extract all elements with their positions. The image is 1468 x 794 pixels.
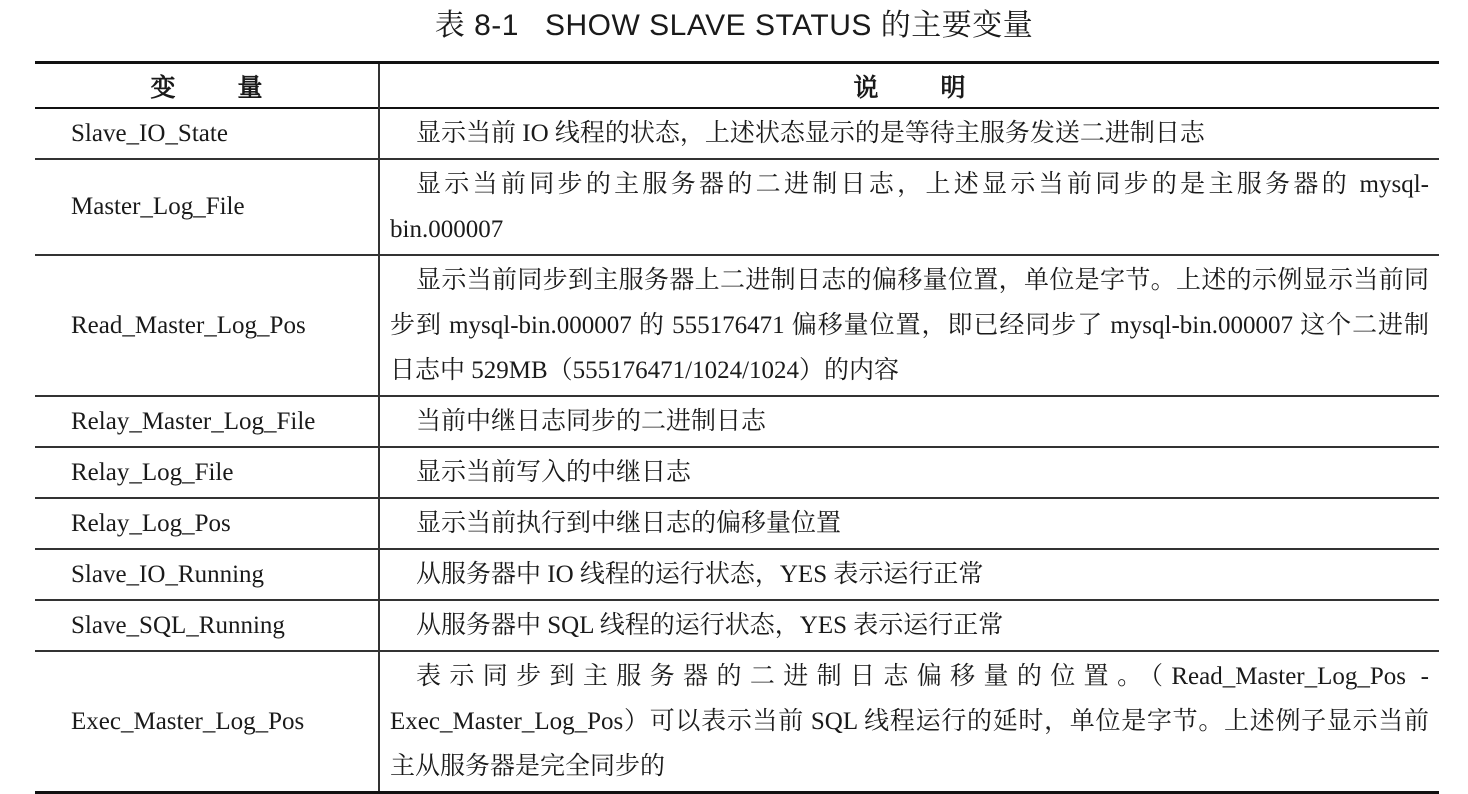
variable-name: Slave_SQL_Running <box>35 600 379 651</box>
header-row <box>35 63 1439 109</box>
variable-name: Relay_Master_Log_File <box>35 396 379 447</box>
variable-description: 显示当前同步到主服务器上二进制日志的偏移量位置，单位是字节。上述的示例显示当前同步到 mysql-bin.000007 的 555176471 偏移量位置，即已经同步了 mysql-bin.000007 这个二进制日志中 529MB（555176471/1024/1024）的内容 <box>390 267 1429 384</box>
table-title: SHOW SLAVE STATUS 的主要变量 <box>544 9 1034 42</box>
table-row <box>35 255 1439 396</box>
table-row <box>35 159 1439 255</box>
table-row <box>35 447 1439 498</box>
variable-name: Relay_Log_Pos <box>35 498 379 549</box>
variable-description: 从服务器中 IO 线程的运行状态，YES 表示运行正常 <box>416 561 984 588</box>
variable-name: Read_Master_Log_Pos <box>35 255 379 396</box>
variable-name: Master_Log_File <box>35 159 379 255</box>
header-variable: 变量 <box>35 63 379 109</box>
variable-description: 当前中继日志同步的二进制日志 <box>416 408 767 435</box>
table-row <box>35 651 1439 793</box>
variable-description: 显示当前写入的中继日志 <box>416 459 692 486</box>
table-row <box>35 549 1439 600</box>
table-row <box>35 498 1439 549</box>
table-row <box>35 108 1439 159</box>
variable-description: 表示同步到主服务器的二进制日志偏移量的位置。（Read_Master_Log_Pos - Exec_Master_Log_Pos）可以表示当前 SQL 线程运行的延时，单位是字节。上述例子显示当前主从服务器是完全同步的 <box>390 663 1429 780</box>
variable-name: Relay_Log_File <box>35 447 379 498</box>
table-row <box>35 600 1439 651</box>
variable-description: 从服务器中 SQL 线程的运行状态，YES 表示运行正常 <box>416 612 1004 639</box>
variable-description: 显示当前执行到中继日志的偏移量位置 <box>416 510 842 537</box>
header-description: 说明 <box>853 72 1028 102</box>
variable-name: Exec_Master_Log_Pos <box>35 651 379 793</box>
variable-description: 显示当前 IO 线程的状态，上述状态显示的是等待主服务发送二进制日志 <box>416 120 1205 147</box>
table-number: 表 8-1 <box>434 9 519 42</box>
variable-description: 显示当前同步的主服务器的二进制日志，上述显示当前同步的是主服务器的 mysql-bin.000007 <box>390 171 1429 243</box>
variable-name: Slave_IO_State <box>35 108 379 159</box>
variable-name: Slave_IO_Running <box>35 549 379 600</box>
table-row <box>35 396 1439 447</box>
table-caption <box>0 6 1468 46</box>
variables-table <box>35 61 1439 794</box>
